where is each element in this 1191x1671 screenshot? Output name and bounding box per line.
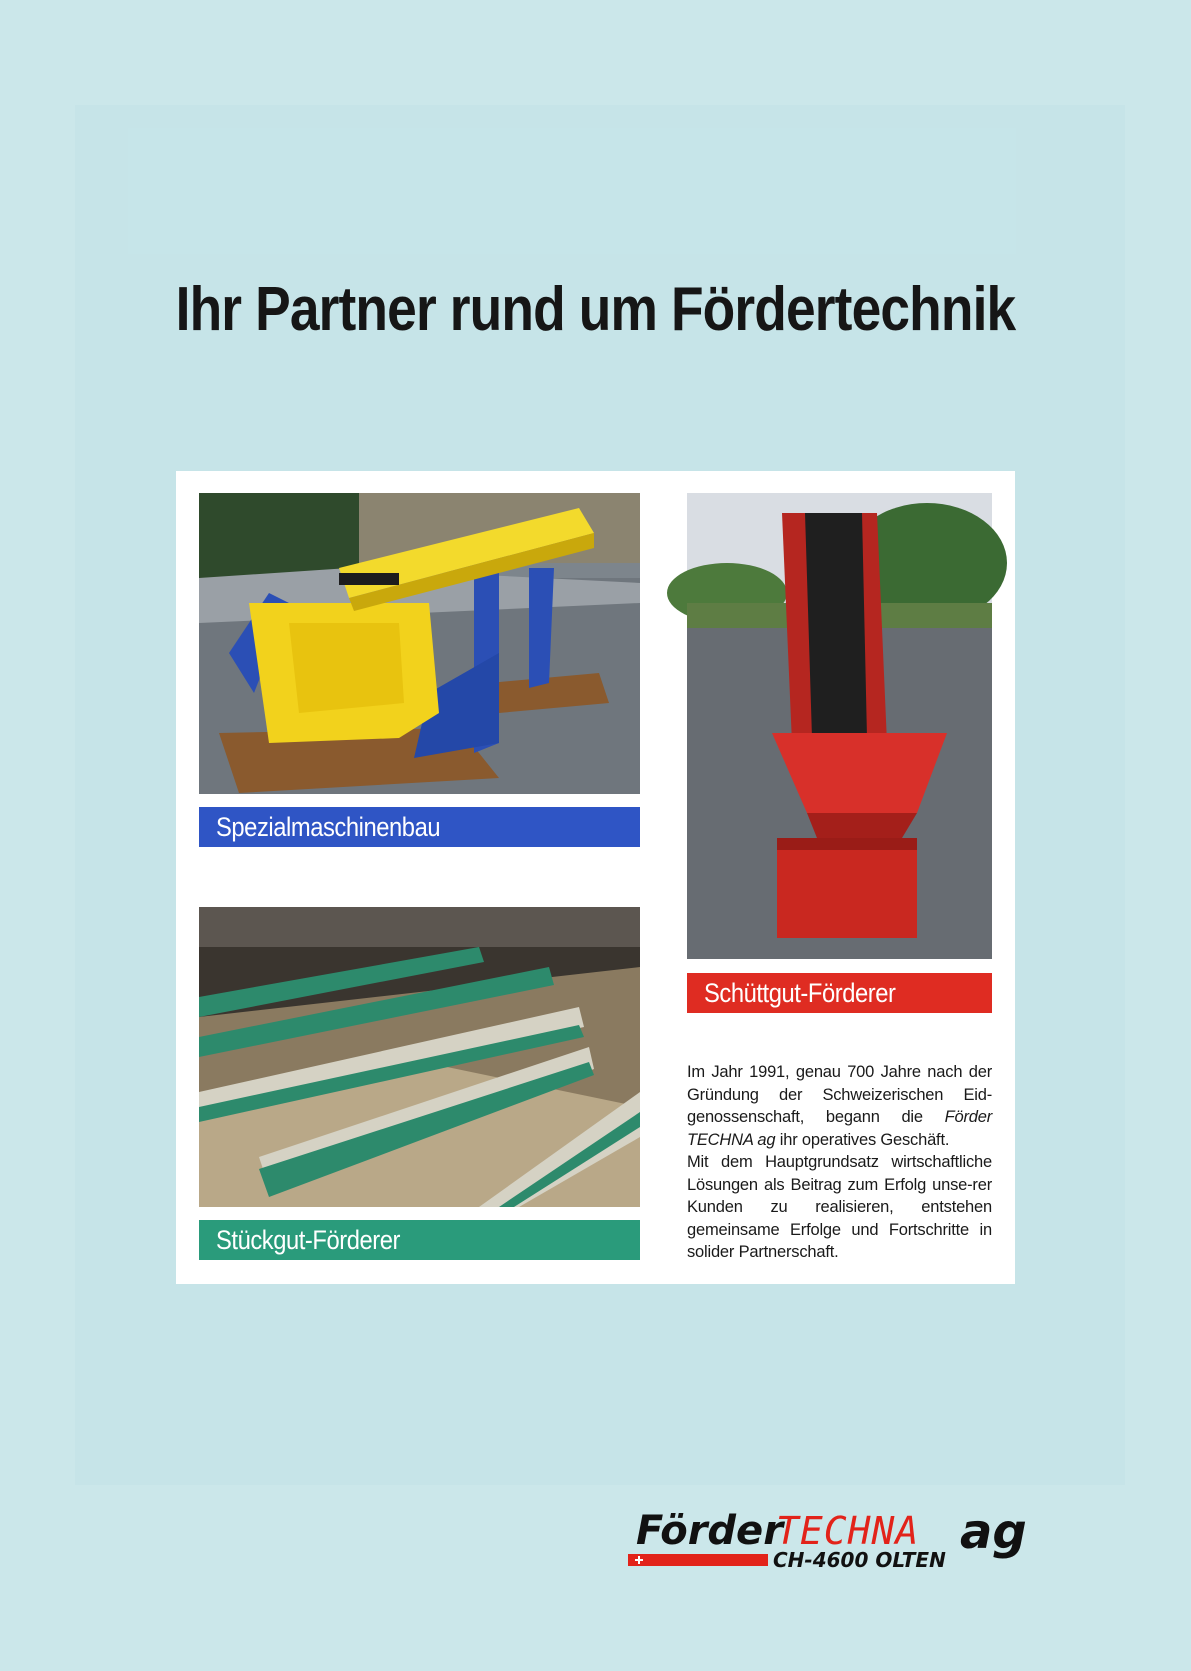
intro-paragraph-2: Mit dem Hauptgrundsatz wirtschaftliche Lösungen als Beitrag zum Erfolg unse-rer Kunden zu realisieren, entstehen gemeinsame Erfolge und Fortschritte in solider Partnerschaft.: [687, 1153, 992, 1261]
company-name: Förder TECHNA ag: [687, 1108, 992, 1149]
logo-suffix: ag: [960, 1504, 1027, 1560]
caption-text: Stückgut-Förderer: [216, 1225, 401, 1255]
caption-spezialmaschinenbau: [199, 807, 640, 847]
content-panel: [176, 471, 1015, 1284]
logo-address: CH-4600 OLTEN: [773, 1548, 946, 1572]
company-logo: [628, 1496, 1027, 1576]
caption-text: Schüttgut-Förderer: [704, 978, 896, 1008]
photo-piece-conveyor: [199, 907, 640, 1207]
logo-red-bar: [628, 1554, 768, 1566]
logo-word-techna: TECHNA: [776, 1509, 920, 1553]
caption-stueckgut-foerderer: [199, 1220, 640, 1260]
caption-text: Spezialmaschinenbau: [216, 812, 441, 842]
photo-special-machine: [199, 493, 640, 794]
intro-paragraph-1: Im Jahr 1991, genau 700 Jahre nach der Gründung der Schweizerischen Eid-genossenschaft, begann die Förder TECHNA ag ihr operatives Geschäft.: [687, 1063, 992, 1149]
page-title: Ihr Partner rund um Fördertechnik: [175, 274, 1016, 344]
logo-word-foerder: Förder: [636, 1508, 783, 1554]
caption-schuettgut-foerderer: [687, 973, 992, 1013]
intro-text: [687, 1061, 992, 1264]
photo-bulk-conveyor: [687, 493, 992, 959]
swiss-cross-icon: [634, 1555, 644, 1565]
